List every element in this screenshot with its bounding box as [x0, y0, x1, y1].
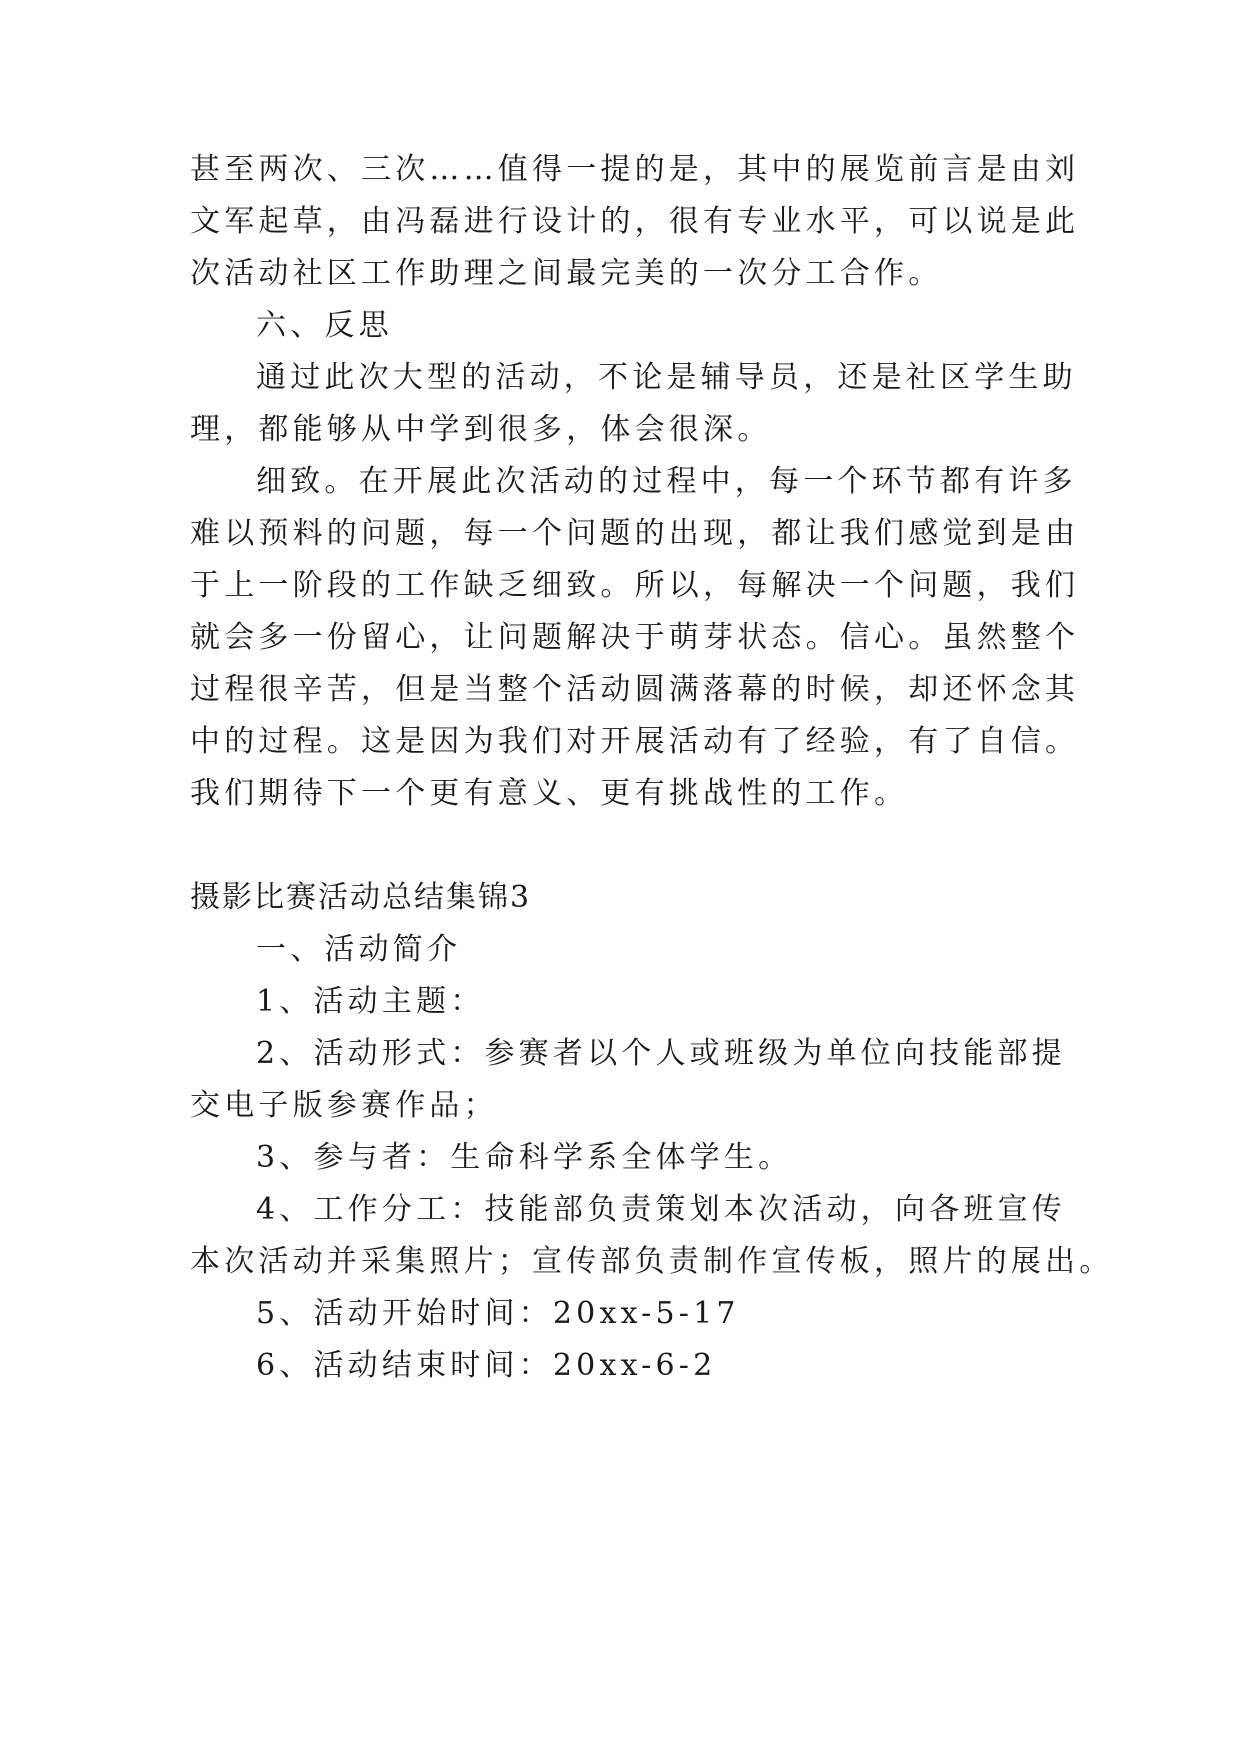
text-line: 理，都能够从中学到很多，体会很深。	[190, 412, 772, 447]
section-heading: 一、活动简介	[256, 932, 462, 967]
section-heading: 六、反思	[256, 308, 393, 343]
text-line: 次活动社区工作助理之间最完美的一次分工合作。	[190, 256, 943, 291]
list-item: 4、工作分工：技能部负责策划本次活动，向各班宣传	[256, 1192, 1066, 1227]
text-line: 文军起草，由冯磊进行设计的，很有专业水平，可以说是此	[190, 204, 1080, 239]
text-line: 本次活动并采集照片；宣传部负责制作宣传板，照片的展出。	[190, 1244, 1114, 1279]
text-line: 通过此次大型的活动，不论是辅导员，还是社区学生助	[256, 360, 1077, 395]
text-line: 于上一阶段的工作缺乏细致。所以，每解决一个问题，我们	[190, 568, 1080, 603]
text-line: 甚至两次、三次……值得一提的是，其中的展览前言是由刘	[190, 152, 1080, 187]
text-line: 过程很辛苦，但是当整个活动圆满落幕的时候，却还怀念其	[190, 672, 1080, 707]
list-item: 2、活动形式：参赛者以个人或班级为单位向技能部提	[256, 1036, 1066, 1071]
list-item: 3、参与者：生命科学系全体学生。	[256, 1140, 793, 1175]
list-item: 5、活动开始时间：20xx-5-17	[256, 1296, 740, 1331]
text-line: 我们期待下一个更有意义、更有挑战性的工作。	[190, 776, 909, 811]
list-item: 6、活动结束时间：20xx-6-2	[256, 1348, 717, 1383]
text-line: 中的过程。这是因为我们对开展活动有了经验，有了自信。	[190, 724, 1080, 759]
text-line: 就会多一份留心，让问题解决于萌芽状态。信心。虽然整个	[190, 620, 1080, 655]
list-item: 1、活动主题：	[256, 984, 485, 1019]
document-title: 摄影比赛活动总结集锦3	[190, 880, 532, 915]
text-line: 交电子版参赛作品；	[190, 1088, 498, 1123]
text-line: 难以预料的问题，每一个问题的出现，都让我们感觉到是由	[190, 516, 1080, 551]
text-line: 细致。在开展此次活动的过程中，每一个环节都有许多	[256, 464, 1077, 499]
